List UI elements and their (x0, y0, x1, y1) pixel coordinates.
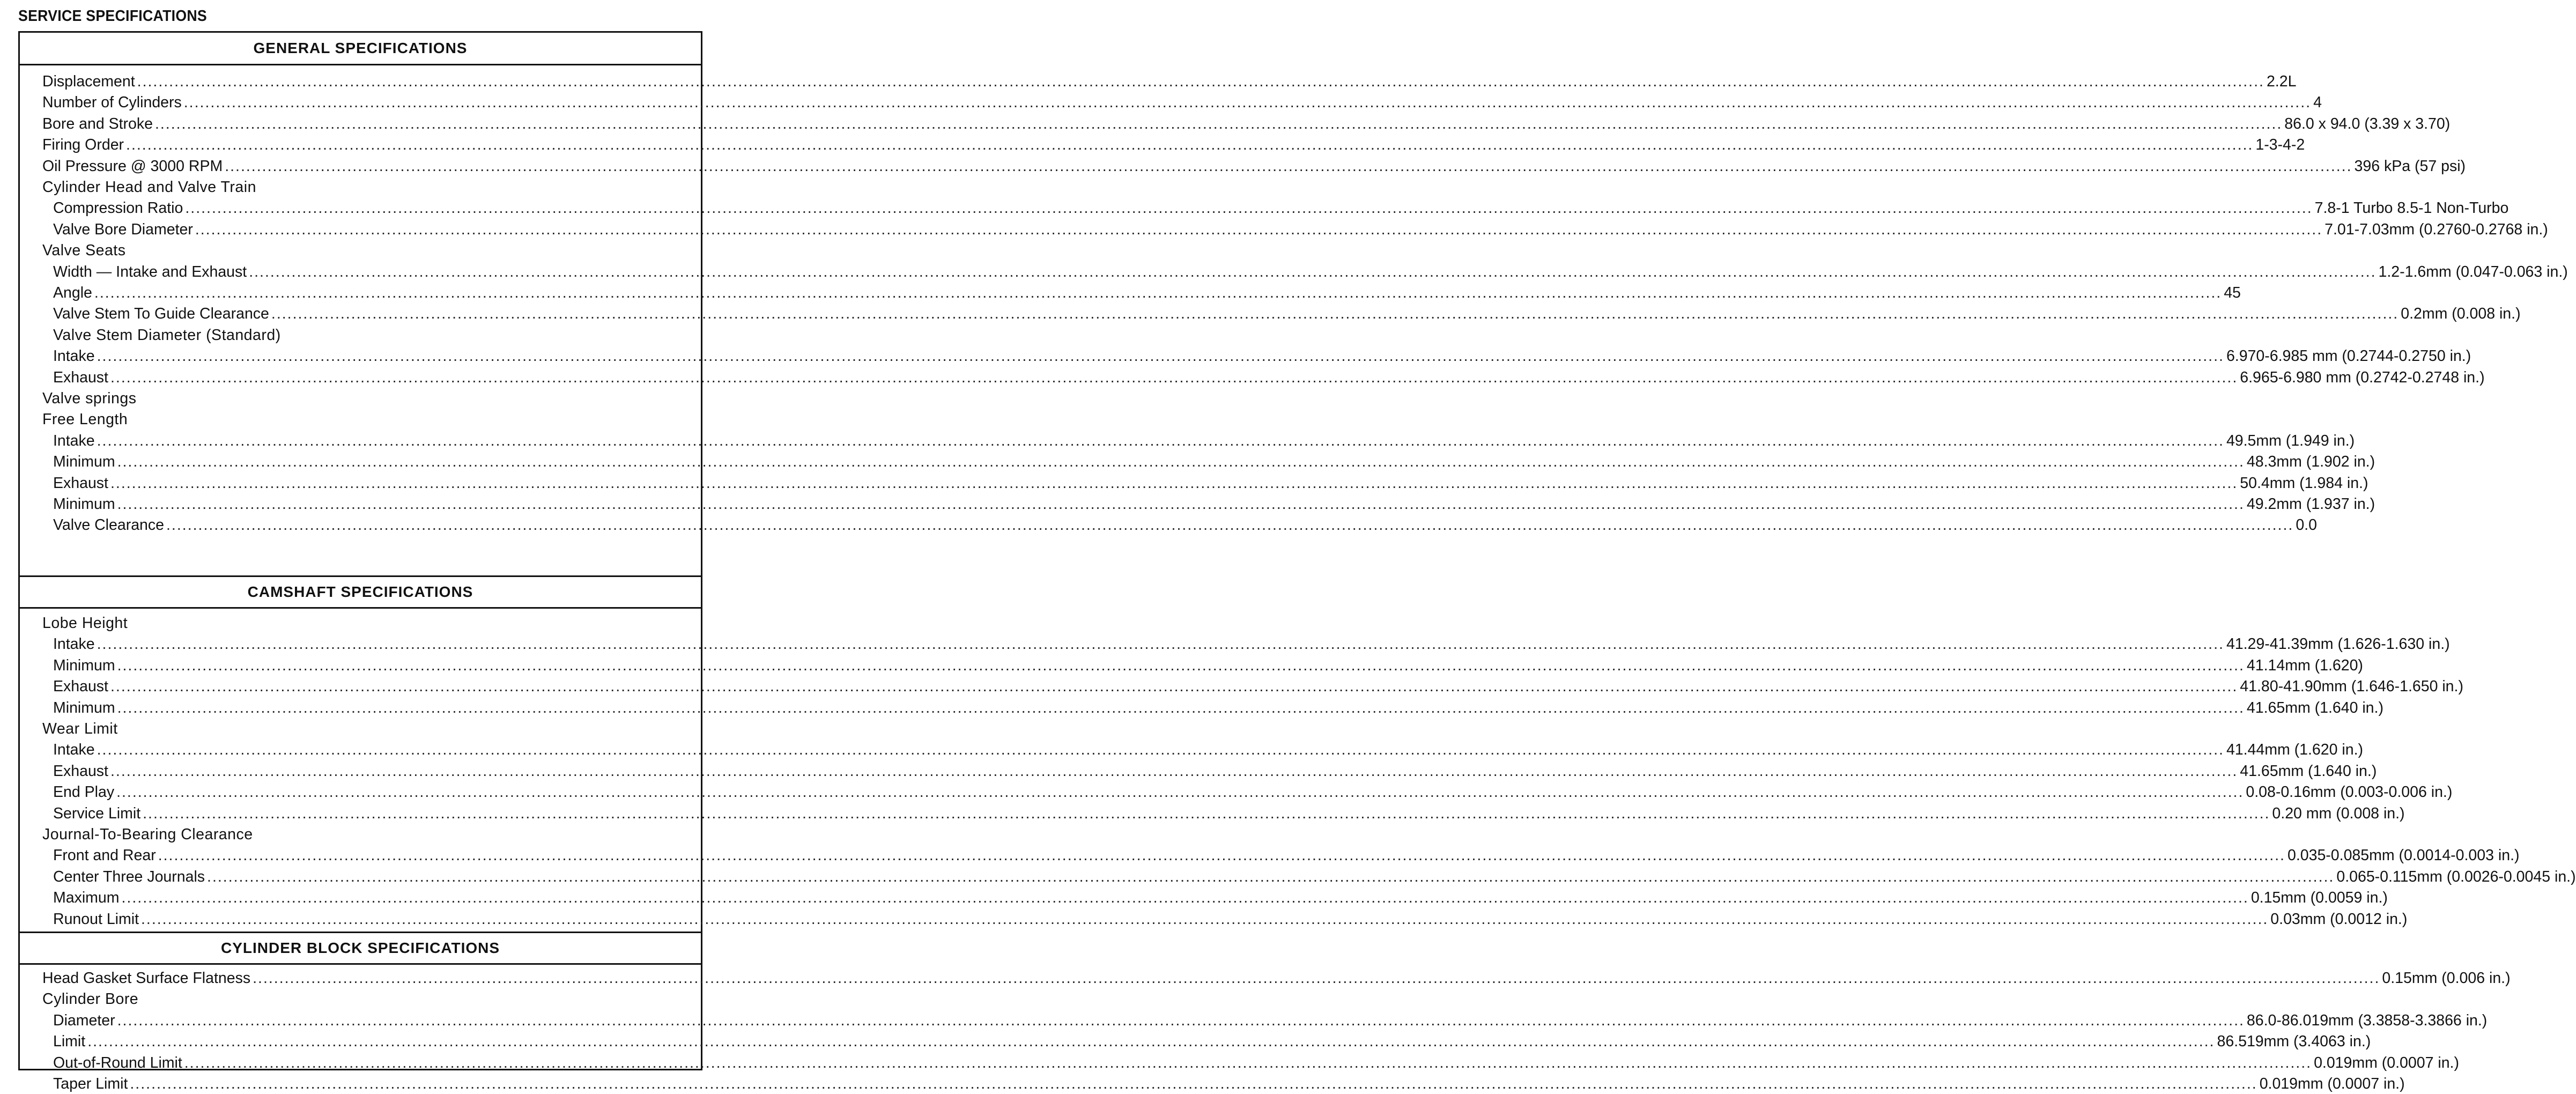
spec-value: 6.965-6.980 mm (0.2742-0.2748 in.) (2240, 368, 2485, 386)
spec-label: Exhaust (53, 762, 108, 780)
spec-row (20, 431, 2355, 451)
spec-label: End Play (53, 783, 115, 801)
spec-row (20, 698, 2383, 718)
spec-row (20, 1074, 2405, 1094)
spec-row (20, 409, 701, 430)
spec-row (20, 473, 2368, 493)
dot-leader: ................................................................................................................................................................................................................................................................................................................................................................................................................ (225, 157, 2352, 175)
spec-row (20, 676, 2463, 697)
dot-leader: ................................................................................................................................................................................................................................................................................................................................................................................................................ (117, 496, 2245, 513)
spec-row (20, 909, 2408, 929)
spec-value: 4 (2313, 94, 2322, 112)
section-header-camshaft: CAMSHAFT SPECIFICATIONS (20, 575, 701, 609)
spec-value: 41.80-41.90mm (1.646-1.650 in.) (2240, 678, 2463, 696)
spec-row (20, 92, 2322, 113)
spec-value: 1.2-1.6mm (0.047-0.063 in.) (2378, 263, 2568, 280)
spec-value: 41.14mm (1.620) (2246, 656, 2363, 674)
spec-label: Intake (53, 432, 95, 449)
dot-leader: ................................................................................................................................................................................................................................................................................................................................................................................................................ (137, 73, 2264, 90)
spec-value: 6.970-6.985 mm (0.2744-0.2750 in.) (2226, 348, 2471, 365)
dot-leader: ................................................................................................................................................................................................................................................................................................................................................................................................................ (97, 741, 2224, 759)
spec-row (20, 968, 2511, 988)
spec-row (20, 177, 701, 197)
dot-leader: ................................................................................................................................................................................................................................................................................................................................................................................................................ (117, 453, 2245, 471)
spec-row (20, 1053, 2459, 1073)
spec-label: Compression Ratio (53, 199, 183, 217)
spec-label: Limit (53, 1033, 86, 1051)
spec-value: 0.035-0.085mm (0.0014-0.003 in.) (2287, 847, 2520, 864)
spec-row (20, 515, 2317, 535)
spec-value: 0.2mm (0.008 in.) (2401, 305, 2521, 323)
spec-row (20, 452, 2375, 472)
dot-leader: ................................................................................................................................................................................................................................................................................................................................................................................................................ (154, 115, 2283, 132)
spec-value: 49.5mm (1.949 in.) (2226, 432, 2355, 449)
spec-row (20, 845, 2520, 866)
spec-label: Cylinder Bore (42, 990, 139, 1008)
spec-label: Minimum (53, 496, 115, 513)
spec-label: Valve Stem To Guide Clearance (53, 305, 269, 323)
spec-row (20, 888, 2388, 908)
dot-leader: ................................................................................................................................................................................................................................................................................................................................................................................................................ (97, 635, 2224, 653)
spec-value: 0.15mm (0.0059 in.) (2251, 889, 2388, 907)
spec-label: Number of Cylinders (42, 94, 182, 112)
spec-row (20, 304, 2521, 324)
spec-row (20, 71, 2297, 92)
spec-value: 0.019mm (0.0007 in.) (2259, 1075, 2405, 1092)
spec-row (20, 240, 701, 261)
spec-row (20, 367, 2485, 388)
spec-label: Intake (53, 348, 95, 365)
dot-leader: ................................................................................................................................................................................................................................................................................................................................................................................................................ (97, 432, 2224, 449)
dot-leader: ................................................................................................................................................................................................................................................................................................................................................................................................................ (183, 94, 2312, 112)
dot-leader: ................................................................................................................................................................................................................................................................................................................................................................................................................ (117, 656, 2245, 674)
spec-value: 41.44mm (1.620 in.) (2226, 741, 2363, 759)
spec-label: Valve Bore Diameter (53, 220, 193, 238)
spec-label: Free Length (42, 411, 128, 428)
spec-row (20, 325, 701, 345)
dot-leader: ................................................................................................................................................................................................................................................................................................................................................................................................................ (110, 368, 2238, 386)
dot-leader: ................................................................................................................................................................................................................................................................................................................................................................................................................ (110, 474, 2238, 492)
spec-row (20, 719, 701, 739)
dot-leader: ................................................................................................................................................................................................................................................................................................................................................................................................................ (117, 699, 2245, 716)
spec-label: Runout Limit (53, 910, 139, 928)
spec-value: 48.3mm (1.902 in.) (2246, 453, 2375, 471)
spec-label: Diameter (53, 1011, 115, 1029)
dot-leader: ................................................................................................................................................................................................................................................................................................................................................................................................................ (143, 804, 2270, 822)
spec-row (20, 198, 2509, 218)
spec-row (20, 283, 2241, 303)
spec-value: 0.15mm (0.006 in.) (2382, 970, 2511, 987)
spec-value: 7.01-7.03mm (0.2760-0.2768 in.) (2325, 220, 2548, 238)
spec-row (20, 740, 2363, 760)
spec-label: Firing Order (42, 136, 124, 154)
spec-row (20, 613, 701, 633)
dot-leader: ................................................................................................................................................................................................................................................................................................................................................................................................................ (116, 783, 2244, 801)
spec-label: Maximum (53, 889, 120, 907)
spec-row (20, 867, 2576, 887)
spec-label: Valve Seats (42, 242, 126, 260)
spec-value: 41.65mm (1.640 in.) (2246, 699, 2383, 716)
spec-label: Lobe Height (42, 615, 128, 632)
spec-label: Valve Clearance (53, 516, 165, 534)
spec-value: 0.065-0.115mm (0.0026-0.0045 in.) (2336, 868, 2576, 885)
dot-leader: ................................................................................................................................................................................................................................................................................................................................................................................................................ (117, 1011, 2245, 1029)
spec-row (20, 655, 2363, 676)
spec-label: Cylinder Head and Valve Train (42, 179, 256, 196)
spec-row (20, 388, 701, 409)
spec-label: Service Limit (53, 804, 141, 822)
spec-label: Head Gasket Surface Flatness (42, 970, 251, 987)
section-header-cylinder-block: CYLINDER BLOCK SPECIFICATIONS (20, 932, 701, 965)
dot-leader: ................................................................................................................................................................................................................................................................................................................................................................................................................ (249, 263, 2377, 280)
dot-leader: ................................................................................................................................................................................................................................................................................................................................................................................................................ (184, 1054, 2312, 1071)
dot-leader: ................................................................................................................................................................................................................................................................................................................................................................................................................ (271, 305, 2399, 323)
section-header-general: GENERAL SPECIFICATIONS (20, 33, 701, 65)
spec-value: 41.65mm (1.640 in.) (2240, 762, 2377, 780)
spec-row (20, 761, 2377, 781)
spec-label: Oil Pressure @ 3000 RPM (42, 157, 223, 175)
dot-leader: ................................................................................................................................................................................................................................................................................................................................................................................................................ (87, 1033, 2215, 1051)
page-title: SERVICE SPECIFICATIONS (18, 8, 208, 25)
spec-value: 1-3-4-2 (2255, 136, 2305, 154)
spec-row (20, 494, 2375, 514)
spec-value: 2.2L (2266, 73, 2297, 90)
spec-label: Exhaust (53, 368, 108, 386)
spec-label: Angle (53, 284, 92, 301)
spec-value: 0.08-0.16mm (0.003-0.006 in.) (2246, 783, 2453, 801)
spec-value: 0.20 mm (0.008 in.) (2272, 804, 2405, 822)
spec-value: 50.4mm (1.984 in.) (2240, 474, 2368, 492)
dot-leader: ................................................................................................................................................................................................................................................................................................................................................................................................................ (110, 678, 2238, 696)
spec-value: 7.8-1 Turbo 8.5-1 Non-Turbo (2314, 199, 2509, 217)
spec-label: Valve Stem Diameter (Standard) (53, 326, 281, 344)
spec-value: 86.0-86.019mm (3.3858-3.3866 in.) (2246, 1011, 2488, 1029)
spec-value: 49.2mm (1.937 in.) (2246, 496, 2375, 513)
spec-label: Displacement (42, 73, 135, 90)
spec-label: Valve springs (42, 390, 137, 407)
spec-row (20, 634, 2450, 654)
spec-value: 0.03mm (0.0012 in.) (2270, 910, 2408, 928)
spec-label: Minimum (53, 699, 115, 716)
spec-row (20, 135, 2305, 155)
spec-value: 0.0 (2296, 516, 2317, 534)
dot-leader: ................................................................................................................................................................................................................................................................................................................................................................................................................ (185, 199, 2313, 217)
spec-label: Center Three Journals (53, 868, 205, 885)
spec-label: Taper Limit (53, 1075, 128, 1092)
spec-value: 86.519mm (3.4063 in.) (2217, 1033, 2371, 1051)
spec-row (20, 219, 2548, 240)
spec-row (20, 1010, 2488, 1031)
spec-row (20, 782, 2453, 802)
dot-leader: ................................................................................................................................................................................................................................................................................................................................................................................................................ (207, 868, 2335, 885)
spec-value: 86.0 x 94.0 (3.39 x 3.70) (2284, 115, 2451, 132)
dot-leader: ................................................................................................................................................................................................................................................................................................................................................................................................................ (126, 136, 2254, 154)
spec-label: Journal-To-Bearing Clearance (42, 826, 253, 843)
dot-leader: ................................................................................................................................................................................................................................................................................................................................................................................................................ (130, 1075, 2257, 1092)
spec-label: Bore and Stroke (42, 115, 153, 132)
spec-row (20, 824, 701, 845)
spec-label: Width — Intake and Exhaust (53, 263, 247, 280)
dot-leader: ................................................................................................................................................................................................................................................................................................................................................................................................................ (121, 889, 2249, 907)
spec-value: 45 (2224, 284, 2241, 301)
spec-label: Exhaust (53, 474, 108, 492)
spec-row (20, 1031, 2371, 1052)
dot-leader: ................................................................................................................................................................................................................................................................................................................................................................................................................ (141, 910, 2269, 928)
spec-row (20, 346, 2471, 366)
dot-leader: ................................................................................................................................................................................................................................................................................................................................................................................................................ (195, 220, 2323, 238)
dot-leader: ................................................................................................................................................................................................................................................................................................................................................................................................................ (110, 762, 2238, 780)
spec-label: Wear Limit (42, 720, 118, 737)
spec-value: 41.29-41.39mm (1.626-1.630 in.) (2226, 635, 2450, 653)
dot-leader: ................................................................................................................................................................................................................................................................................................................................................................................................................ (97, 348, 2224, 365)
dot-leader: ................................................................................................................................................................................................................................................................................................................................................................................................................ (158, 847, 2285, 864)
spec-label: Minimum (53, 656, 115, 674)
spec-label: Front and Rear (53, 847, 156, 864)
spec-label: Exhaust (53, 678, 108, 696)
spec-value: 0.019mm (0.0007 in.) (2314, 1054, 2459, 1071)
dot-leader: ................................................................................................................................................................................................................................................................................................................................................................................................................ (253, 970, 2380, 987)
specifications-frame (18, 31, 2576, 1092)
dot-leader: ................................................................................................................................................................................................................................................................................................................................................................................................................ (94, 284, 2222, 301)
spec-row (20, 803, 2405, 824)
dot-leader: ................................................................................................................................................................................................................................................................................................................................................................................................................ (166, 516, 2294, 534)
spec-label: Intake (53, 741, 95, 759)
spec-label: Out-of-Round Limit (53, 1054, 182, 1071)
spec-row (20, 989, 701, 1009)
spec-label: Minimum (53, 453, 115, 471)
spec-row (20, 262, 2568, 282)
spec-label: Intake (53, 635, 95, 653)
spec-value: 396 kPa (57 psi) (2354, 157, 2466, 175)
spec-row (20, 156, 2466, 176)
spec-row (20, 114, 2451, 134)
